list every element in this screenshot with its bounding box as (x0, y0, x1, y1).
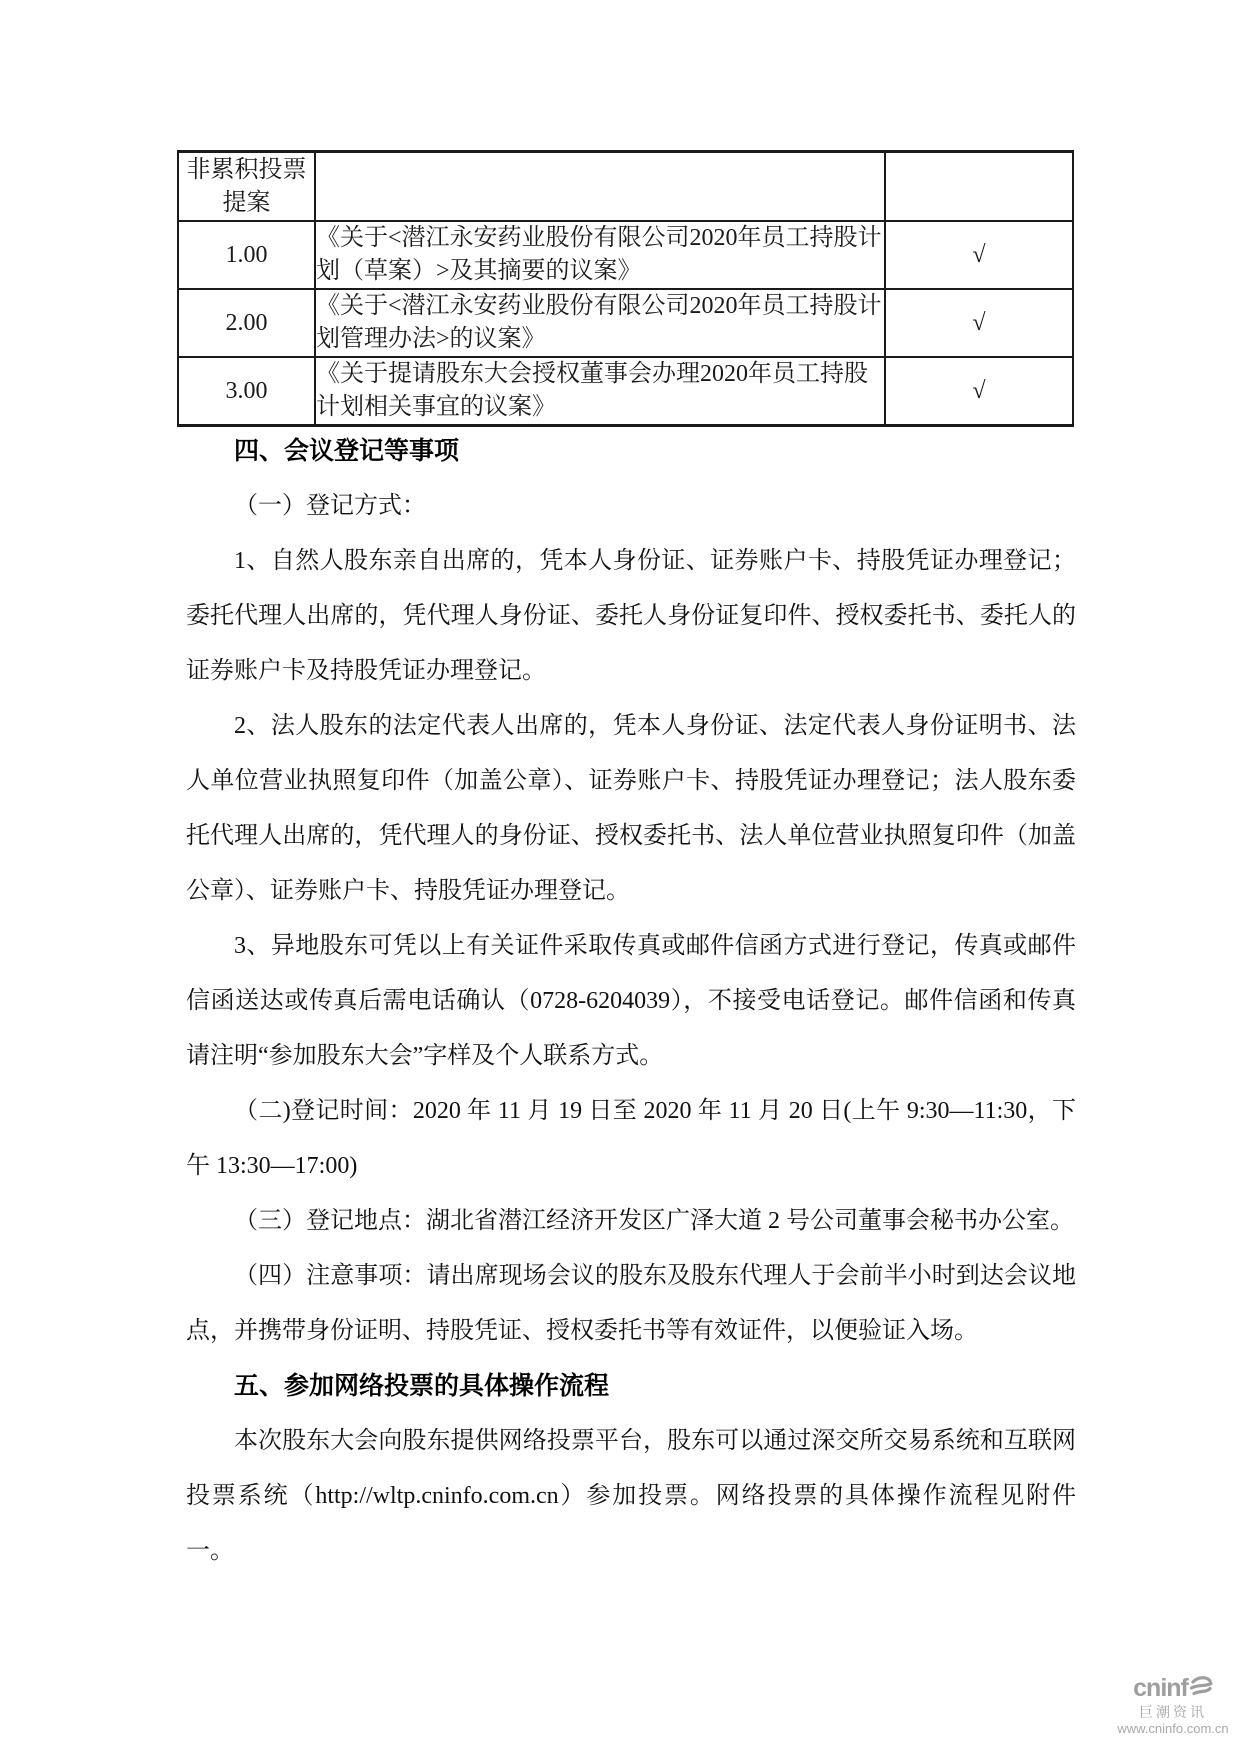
cninfo-watermark (1108, 1674, 1238, 1737)
paragraph-corporate-shareholder: 2、法人股东的法定代表人出席的，凭本人身份证、法定代表人身份证明书、法人单位营业执照复印件（加盖公章）、证券账户卡、持股凭证办理登记；法人股东委托代理人出席的，凭代理人的身份证、授权委托书、法人单位营业执照复印件（加盖公章）、证券账户卡、持股凭证办理登记。 (186, 713, 1076, 904)
document-body (186, 424, 1076, 1579)
table-row (178, 357, 1073, 426)
proposal-title: 《关于提请股东大会授权董事会办理2020年员工持股计划相关事宜的议案》 (315, 357, 885, 426)
proposal-number: 3.00 (178, 357, 315, 426)
cninfo-logo (1108, 1674, 1238, 1703)
checkmark: √ (885, 357, 1073, 426)
table-row (178, 289, 1073, 357)
table-row (178, 221, 1073, 289)
cninfo-brand-text: cninf (1133, 1674, 1188, 1703)
registration-note: （四）注意事项：请出席现场会议的股东及股东代理人于会前半小时到达会议地点，并携带身份证明、持股凭证、授权委托书等有效证件，以便验证入场。 (186, 1263, 1076, 1344)
header-cell-vote (885, 152, 1073, 222)
cninfo-url: www.cninfo.com.cn (1117, 1721, 1229, 1737)
voting-proposal-table (177, 150, 1074, 427)
registration-time: （二)登记时间：2020 年 11 月 19 日至 2020 年 11 月 20 日(上午 9:30—11:30，下午 13:30—17:00) (186, 1098, 1076, 1179)
proposal-number: 1.00 (178, 221, 315, 289)
section-heading-online-voting: 五、参加网络投票的具体操作流程 (234, 1372, 610, 1400)
proposal-number: 2.00 (178, 289, 315, 357)
paragraph-online-voting: 本次股东大会向股东提供网络投票平台，股东可以通过深交所交易系统和互联网投票系统（http://wltp.cninfo.com.cn）参加投票。网络投票的具体操作流程见附件一。 (186, 1428, 1076, 1564)
checkmark: √ (885, 289, 1073, 357)
cninfo-name-cn: 巨潮资讯 (1139, 1704, 1207, 1721)
cninfo-globe-icon (1189, 1674, 1213, 1703)
proposal-title: 《关于<潜江永安药业股份有限公司2020年员工持股计划管理办法>的议案》 (315, 289, 885, 357)
section-heading-registration: 四、会议登记等事项 (234, 437, 460, 465)
paragraph-remote-shareholder: 3、异地股东可凭以上有关证件采取传真或邮件信函方式进行登记，传真或邮件信函送达或传真后需电话确认（0728-6204039），不接受电话登记。邮件信函和传真请注明“参加股东大会”字样及个人联系方式。 (186, 933, 1076, 1069)
table-header-row (178, 152, 1073, 222)
registration-place: （三）登记地点：湖北省潜江经济开发区广泽大道 2 号公司董事会秘书办公室。 (234, 1208, 1074, 1234)
registration-method-title: （一）登记方式： (234, 493, 426, 519)
header-cell-proposal-name (315, 152, 885, 222)
checkmark: √ (885, 221, 1073, 289)
paragraph-individual-shareholder: 1、自然人股东亲自出席的，凭本人身份证、证券账户卡、持股凭证办理登记；委托代理人出席的，凭代理人身份证、委托人身份证复印件、授权委托书、委托人的证券账户卡及持股凭证办理登记。 (186, 548, 1076, 684)
proposal-title: 《关于<潜江永安药业股份有限公司2020年员工持股计划（草案）>及其摘要的议案》 (315, 221, 885, 289)
header-cell-proposal-type: 非累积投票提案 (178, 152, 315, 222)
